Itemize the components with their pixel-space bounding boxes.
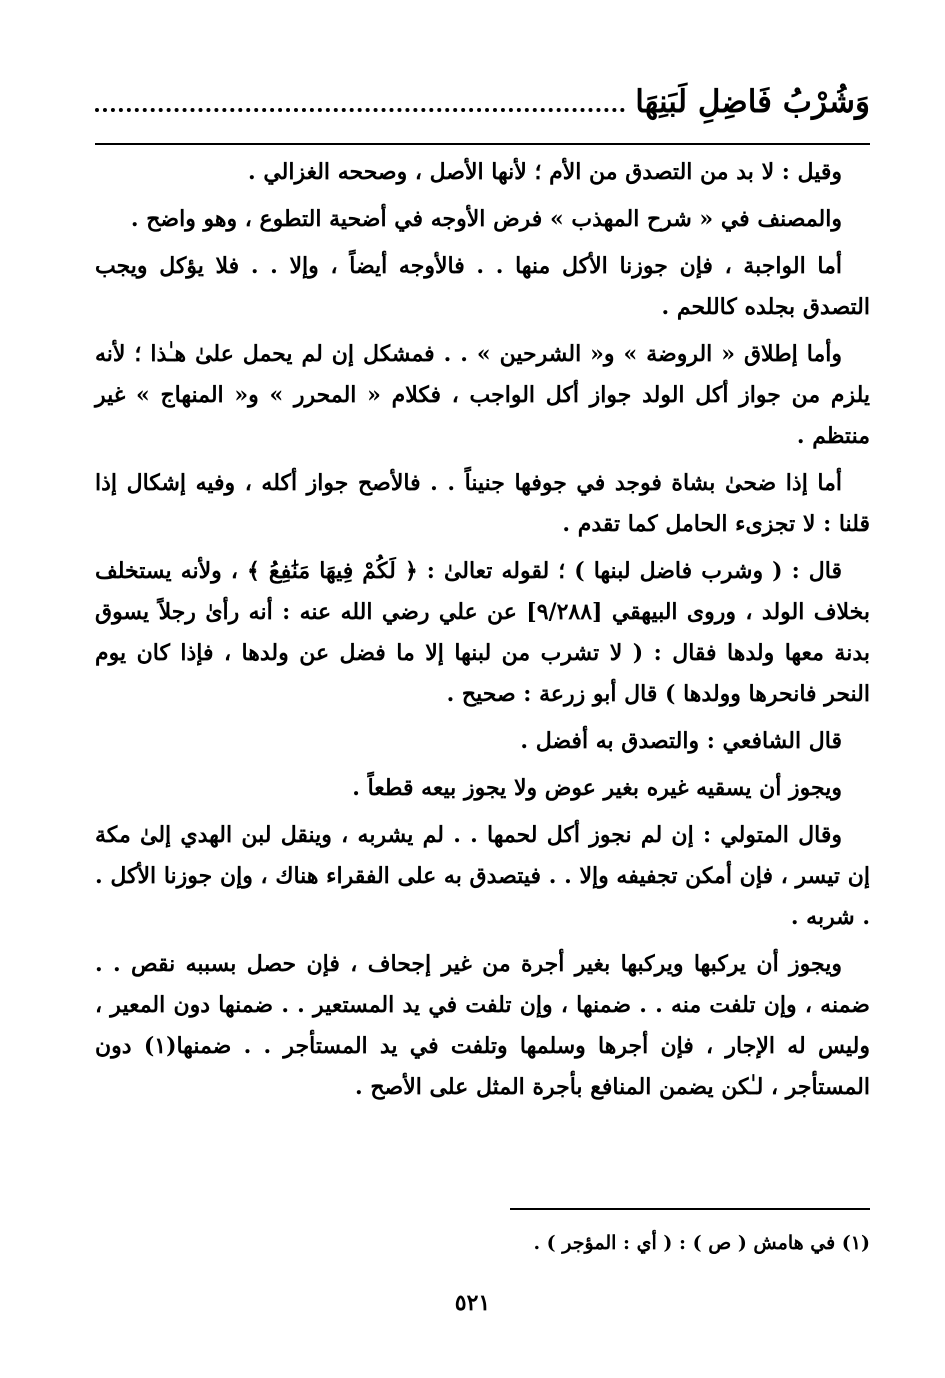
paragraph: قال : ( وشرب فاضل لبنها ) ؛ لقوله تعالىٰ : ﴿ لَكُمْ فِيهَا مَنَٰفِعُ ﴾ ، ولأنه يستخلف بخلاف الولد ، وروى البيهقي [٩/٢٨٨] عن علي رضي الله عنه : أنه رأىٰ رجلاً يسوق بدنة معها ولدها فقال : ( لا تشرب من لبنها إلا ما فضل عن ولدها ، فإذا كان يوم النحر فانحرها وولدها ) قال أبو زرعة : صحيح . — [95, 558, 870, 707]
page-number: ٥٢١ — [454, 1290, 491, 1316]
header-title: وَشُرْبُ فَاضِلِ لَبَنِهَا — [635, 84, 870, 120]
paragraph: وأما إطلاق « الروضة » و« الشرحين » . . فمشكل إن لم يحمل علىٰ هـٰذا ؛ لأنه يلزم من جواز أكل الولد جواز أكل الواجب ، فكلام « المحرر » و« المنهاج » غير منتظم . — [95, 341, 870, 449]
running-header — [95, 72, 870, 122]
paragraph: وقال المتولي : إن لم نجوز أكل لحمها . . لم يشربه ، وينقل لبن الهدي إلىٰ مكة إن تيسر ، فإن أمكن تجفيفه وإلا . . فيتصدق به على الفقراء هناك ، وإن جوزنا الأكل . . شربه . — [95, 822, 870, 930]
header-dot-leader — [95, 98, 625, 112]
paragraph: ويجوز أن يركبها ويركبها بغير أجرة من غير إجحاف ، فإن حصل بسببه نقص . . ضمنه ، وإن تلفت منه . . ضمنها ، وإن تلفت في يد المستعير . . ضمنها دون المعير ، وليس له الإجار ، فإن أجرها وسلمها وتلفت في يد المستأجر . . ضمنها(١) دون المستأجر ، لـٰكن يضمن المنافع بأجرة المثل على الأصح . — [95, 951, 870, 1100]
main-text — [95, 152, 870, 1114]
paragraph: وقيل : لا بد من التصدق من الأم ؛ لأنها الأصل ، وصححه الغزالي . — [248, 159, 842, 185]
paragraph: ويجوز أن يسقيه غيره بغير عوض ولا يجوز بيعه قطعاً . — [352, 775, 842, 801]
paragraph: والمصنف في « شرح المهذب » فرض الأوجه في أضحية التطوع ، وهو واضح . — [130, 206, 842, 232]
header-rule — [95, 143, 870, 145]
footnote: (١) في هامش ( ص ) : ( أي : المؤجر ) . — [533, 1232, 870, 1254]
paragraph: أما الواجبة ، فإن جوزنا الأكل منها . . فالأوجه أيضاً ، وإلا . . فلا يؤكل ويجب التصدق بجلده كاللحم . — [95, 253, 870, 320]
footnote-rule — [510, 1208, 870, 1210]
paragraph: قال الشافعي : والتصدق به أفضل . — [520, 728, 842, 754]
paragraph: أما إذا ضحىٰ بشاة فوجد في جوفها جنيناً . . فالأصح جواز أكله ، وفيه إشكال إذا قلنا : لا تجزىء الحامل كما تقدم . — [95, 470, 870, 537]
